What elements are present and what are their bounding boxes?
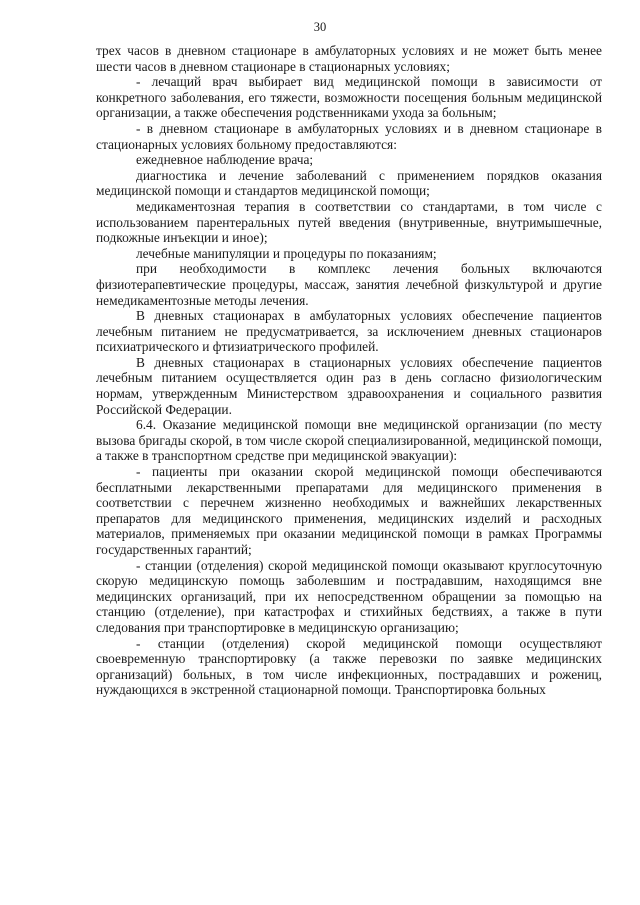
- paragraph-12: - пациенты при оказании скорой медицинской помощи обеспечиваются бесплатными лекарственными препаратами для медицинского применения в соответствии с перечнем жизненно необходимых и важнейших лекарственных препаратов для медицинского применения, медицинских изделий и расходных материалов, применяемых при оказании медицинской помощи в рамках Программы государственных гарантий;: [96, 464, 602, 557]
- paragraph-11: 6.4. Оказание медицинской помощи вне медицинской организации (по месту вызова бригады скорой, в том числе скорой специализированной, медицинской помощи, а также в транспортном средстве при медицинской эвакуации):: [96, 417, 602, 464]
- paragraph-14: - станции (отделения) скорой медицинской помощи осуществляют своевременную транспортировку (а также перевозки по заявке медицинских организаций) больных, в том числе инфекционных, пострадавших и рожениц, нуждающихся в экстренной стационарной помощи. Транспортировка больных: [96, 635, 602, 698]
- paragraph-13: - станции (отделения) скорой медицинской помощи оказывают круглосуточную скорую медицинскую помощь заболевшим и пострадавшим, находящимся вне медицинских организаций, при их непосредственном обращении за помощью на станцию (отделение), при катастрофах и стихийных бедствиях, а также в пути следования при транспортировке в медицинскую организацию;: [96, 557, 602, 635]
- paragraph-3: - в дневном стационаре в амбулаторных условиях и в дневном стационаре в стационарных условиях больному предоставляются:: [96, 120, 602, 152]
- paragraph-2: - лечащий врач выбирает вид медицинской помощи в зависимости от конкретного заболевания, его тяжести, возможности посещения больным медицинской организации, а также обеспечения родственниками ухода за больным;: [96, 74, 602, 121]
- paragraph-10: В дневных стационарах в стационарных условиях обеспечение пациентов лечебным питанием осуществляется один раз в день согласно физиологическим нормам, утвержденным Министерством здравоохранения и социального развития Российской Федерации.: [96, 354, 602, 417]
- paragraph-6: медикаментозная терапия в соответствии со стандартами, в том числе с использованием парентеральных путей введения (внутривенные, внутримышечные, подкожные инъекции и иное);: [96, 198, 602, 246]
- paragraph-8: при необходимости в комплекс лечения больных включаются физиотерапевтические процедуры, массаж, занятия лечебной физкультурой и другие немедикаментозные методы лечения.: [96, 261, 602, 308]
- paragraph-7: лечебные манипуляции и процедуры по показаниям;: [136, 245, 437, 261]
- paragraph-4: ежедневное наблюдение врача;: [136, 152, 314, 168]
- document-body: [96, 43, 602, 698]
- paragraph-9: В дневных стационарах в амбулаторных условиях обеспечение пациентов лечебным питанием не предусматривается, за исключением дневных стационаров психиатрического и фтизиатрического профилей.: [96, 308, 602, 355]
- paragraph-1: трех часов в дневном стационаре в амбулаторных условиях и не может быть менее шести часов в дневном стационаре в стационарных условиях;: [96, 43, 602, 74]
- page-number: 30: [313, 20, 327, 34]
- paragraph-5: диагностика и лечение заболеваний с применением порядков оказания медицинской помощи и стандартов медицинской помощи;: [96, 167, 602, 199]
